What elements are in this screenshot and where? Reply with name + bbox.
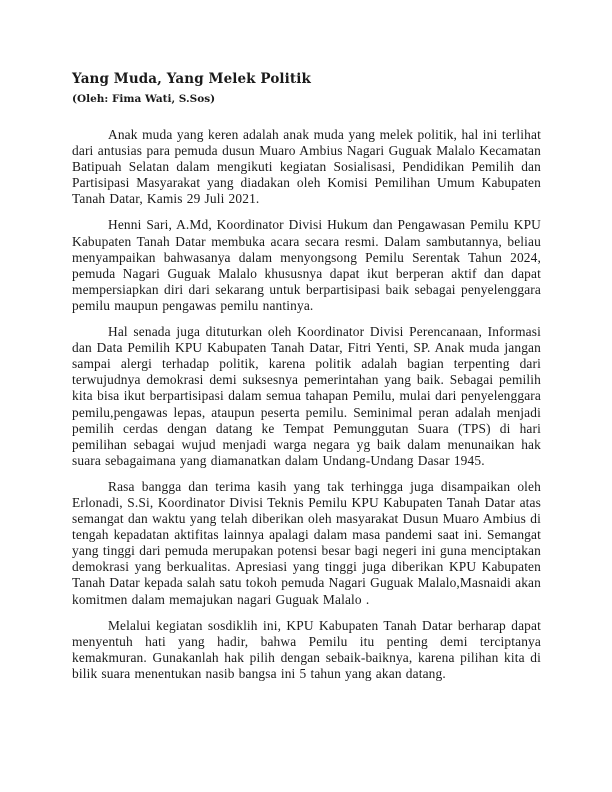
paragraph-intro: Anak muda yang keren adalah anak muda yang melek politik, hal ini terlihat dari antusias para pemuda dusun Muaro Ambius Nagari Guguak Malalo Kecamatan Batipuah Selatan dalam mengikuti kegiatan Sosialisasi, Pendidikan Pemilih dan Partisipasi Masyarakat yang diadakan oleh Komisi Pemilihan Umum Kabupaten Tanah Datar, Kamis 29 Juli 2021. [72,127,541,207]
paragraph-planning-division: Hal senada juga dituturkan oleh Koordinator Divisi Perencanaan, Informasi dan Data Pemilih KPU Kabupaten Tanah Datar, Fitri Yenti, SP. Anak muda jangan sampai alergi terhadap politik, karena politik adalah bagian terpenting dari terwujudnya demokrasi demi suksesnya pemerintahan yang baik. Sebagai pemilih kita bisa ikut berpartisipasi dalam semua tahapan Pemilu, mulai dari penyelenggara pemilu,pengawas lepas, ataupun peserta pemilu. Seminimal peran adalah menjadi pemilih cerdas dengan datang ke Tempat Pemunggutan Suara (TPS) di hari pemilihan sebagai wujud menjadi warga negara yg baik dalam menunaikan hak suara sebagaimana yang diamanatkan dalam Undang-Undang Dasar 1945. [72,324,541,468]
document-page [72,70,541,692]
article-body [72,127,541,682]
paragraph-opening-remarks: Henni Sari, A.Md, Koordinator Divisi Hukum dan Pengawasan Pemilu KPU Kabupaten Tanah Datar membuka acara secara resmi. Dalam sambutannya, beliau menyampaikan bahwasanya dalam menyongsong Pemilu Serentak Tahun 2024, pemuda Nagari Guguak Malalo khususnya dapat ikut berperan aktif dan dapat mempersiapkan diri dari sekarang untuk berpartisipasi baik sebagai penyelenggara pemilu maupun pengawas pemilu nantinya. [72,217,541,313]
article-title: Yang Muda, Yang Melek Politik [72,71,311,87]
paragraph-closing: Melalui kegiatan sosdiklih ini, KPU Kabupaten Tanah Datar berharap dapat menyentuh hati yang hadir, bahwa Pemilu itu penting demi terciptanya kemakmuran. Gunakanlah hak pilih dengan sebaik-baiknya, karena pilihan kita di bilik suara menentukan nasib bangsa ini 5 tahun yang akan datang. [72,617,541,681]
paragraph-appreciation: Rasa bangga dan terima kasih yang tak terhingga juga disampaikan oleh Erlonadi, S.Si, Koordinator Divisi Teknis Pemilu KPU Kabupaten Tanah Datar atas semangat dan waktu yang telah diberikan oleh masyarakat Dusun Muaro Ambius di tengah kepadatan aktifitas lainnya apalagi dalam masa pandemi saat ini. Semangat yang tinggi dari pemuda merupakan potensi besar bagi negeri ini guna menciptakan demokrasi yang berkualitas. Apresiasi yang tinggi juga diberikan KPU Kabupaten Tanah Datar kepada salah satu tokoh pemuda Nagari Guguak Malalo,Masnaidi akan komitmen dalam memajukan nagari Guguak Malalo . [72,478,541,607]
article-byline: (Oleh: Fima Wati, S.Sos) [72,93,216,105]
